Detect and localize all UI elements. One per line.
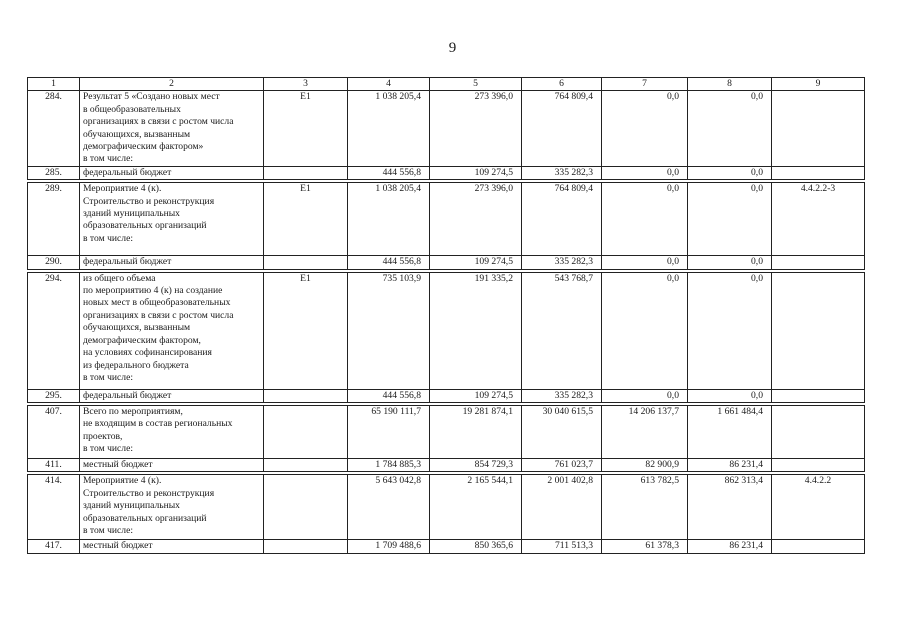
table-cell: 761 023,7 <box>522 459 602 472</box>
table-cell: 850 365,6 <box>430 540 522 553</box>
table-cell: Е1 <box>264 183 348 256</box>
table-cell: 285. <box>28 166 80 179</box>
table-cell: Мероприятие 4 (к). Строительство и реконструкция зданий муниципальных образовательных организаций в том числе: <box>80 475 264 540</box>
header-cell: 1 <box>28 78 80 91</box>
table-cell: 86 231,4 <box>688 540 772 553</box>
table-cell: 1 661 484,4 <box>688 406 772 459</box>
table-row <box>28 272 865 389</box>
table-cell: 295. <box>28 389 80 402</box>
table-cell: Мероприятие 4 (к). Строительство и реконструкция зданий муниципальных образовательных организаций в том числе: <box>80 183 264 256</box>
table-cell <box>264 406 348 459</box>
table-cell <box>264 540 348 553</box>
table-cell: 109 274,5 <box>430 389 522 402</box>
table-cell: 1 038 205,4 <box>348 91 430 166</box>
table-cell: Е1 <box>264 272 348 389</box>
table-cell: 2 001 402,8 <box>522 475 602 540</box>
table-row <box>28 91 865 166</box>
header-cell: 8 <box>688 78 772 91</box>
table-cell <box>772 406 865 459</box>
table-cell: из общего объема по мероприятию 4 (к) на создание новых мест в общеобразовательных организациях в связи с ростом числа обучающихся, вызванным демографическим фактором, на условиях софинансирования из федерального бюджета в том числе: <box>80 272 264 389</box>
table-cell: 82 900,9 <box>602 459 688 472</box>
table-cell: 0,0 <box>602 272 688 389</box>
table-cell: 711 513,3 <box>522 540 602 553</box>
table-cell: 335 282,3 <box>522 166 602 179</box>
table-cell: 61 378,3 <box>602 540 688 553</box>
table-cell <box>264 475 348 540</box>
table-cell: 335 282,3 <box>522 389 602 402</box>
table-row <box>28 256 865 269</box>
page-number: 9 <box>448 40 457 56</box>
table-cell: 764 809,4 <box>522 91 602 166</box>
table-cell: 284. <box>28 91 80 166</box>
table-cell: 444 556,8 <box>348 166 430 179</box>
table-cell: 862 313,4 <box>688 475 772 540</box>
table-cell: 65 190 111,7 <box>348 406 430 459</box>
table-cell: 411. <box>28 459 80 472</box>
table-cell: 1 709 488,6 <box>348 540 430 553</box>
table-cell: 0,0 <box>602 183 688 256</box>
header-cell: 5 <box>430 78 522 91</box>
table-row <box>28 475 865 540</box>
table-cell: 414. <box>28 475 80 540</box>
table-cell <box>264 166 348 179</box>
header-cell: 9 <box>772 78 865 91</box>
table-cell: 417. <box>28 540 80 553</box>
table-cell: 4.4.2.2-3 <box>772 183 865 256</box>
table-cell <box>264 389 348 402</box>
table-cell: Результат 5 «Создано новых мест в общеобразовательных организациях в связи с ростом числа обучающихся, вызванным демографическим фактором» в том числе: <box>80 91 264 166</box>
table-cell: 0,0 <box>688 91 772 166</box>
table-cell <box>772 91 865 166</box>
table-cell: местный бюджет <box>80 540 264 553</box>
table-cell <box>772 540 865 553</box>
table-cell: 0,0 <box>688 166 772 179</box>
table-cell: 294. <box>28 272 80 389</box>
table-cell: 0,0 <box>602 389 688 402</box>
header-cell: 6 <box>522 78 602 91</box>
table-cell: 273 396,0 <box>430 91 522 166</box>
table-cell: 109 274,5 <box>430 166 522 179</box>
table-cell: 86 231,4 <box>688 459 772 472</box>
table-cell: 1 038 205,4 <box>348 183 430 256</box>
table-cell: 764 809,4 <box>522 183 602 256</box>
table-cell: федеральный бюджет <box>80 166 264 179</box>
table-cell: 14 206 137,7 <box>602 406 688 459</box>
table-cell: 289. <box>28 183 80 256</box>
table-row <box>28 183 865 256</box>
table-cell: 5 643 042,8 <box>348 475 430 540</box>
table-cell: 444 556,8 <box>348 389 430 402</box>
table-cell: 273 396,0 <box>430 183 522 256</box>
table-row <box>28 459 865 472</box>
table-cell: 335 282,3 <box>522 256 602 269</box>
table-cell <box>772 272 865 389</box>
table-cell: местный бюджет <box>80 459 264 472</box>
table-row <box>28 540 865 553</box>
table-cell: Всего по мероприятиям, не входящим в состав региональных проектов, в том числе: <box>80 406 264 459</box>
table-cell <box>772 459 865 472</box>
table-cell: 543 768,7 <box>522 272 602 389</box>
header-cell: 3 <box>264 78 348 91</box>
table-cell: 4.4.2.2 <box>772 475 865 540</box>
table-cell <box>264 256 348 269</box>
table-cell: федеральный бюджет <box>80 256 264 269</box>
table-cell: 854 729,3 <box>430 459 522 472</box>
table-cell: 0,0 <box>688 256 772 269</box>
table-row <box>28 166 865 179</box>
header-cell: 4 <box>348 78 430 91</box>
header-cell: 2 <box>80 78 264 91</box>
budget-table-wrapper <box>27 77 864 554</box>
table-cell: 735 103,9 <box>348 272 430 389</box>
table-cell: 109 274,5 <box>430 256 522 269</box>
budget-table <box>27 77 865 554</box>
header-row <box>28 78 865 91</box>
table-cell <box>772 256 865 269</box>
table-cell: 0,0 <box>688 389 772 402</box>
table-cell: 19 281 874,1 <box>430 406 522 459</box>
table-cell: 444 556,8 <box>348 256 430 269</box>
table-cell <box>264 459 348 472</box>
table-cell: 1 784 885,3 <box>348 459 430 472</box>
header-cell: 7 <box>602 78 688 91</box>
table-cell: 407. <box>28 406 80 459</box>
table-cell: 0,0 <box>602 91 688 166</box>
table-cell: Е1 <box>264 91 348 166</box>
table-cell: 0,0 <box>688 272 772 389</box>
table-row <box>28 406 865 459</box>
table-row <box>28 389 865 402</box>
table-cell: 290. <box>28 256 80 269</box>
table-cell: 30 040 615,5 <box>522 406 602 459</box>
table-cell: 613 782,5 <box>602 475 688 540</box>
table-cell: 0,0 <box>602 256 688 269</box>
table-cell <box>772 389 865 402</box>
table-cell <box>772 166 865 179</box>
table-cell: 2 165 544,1 <box>430 475 522 540</box>
table-cell: 191 335,2 <box>430 272 522 389</box>
table-cell: 0,0 <box>602 166 688 179</box>
table-cell: федеральный бюджет <box>80 389 264 402</box>
table-cell: 0,0 <box>688 183 772 256</box>
